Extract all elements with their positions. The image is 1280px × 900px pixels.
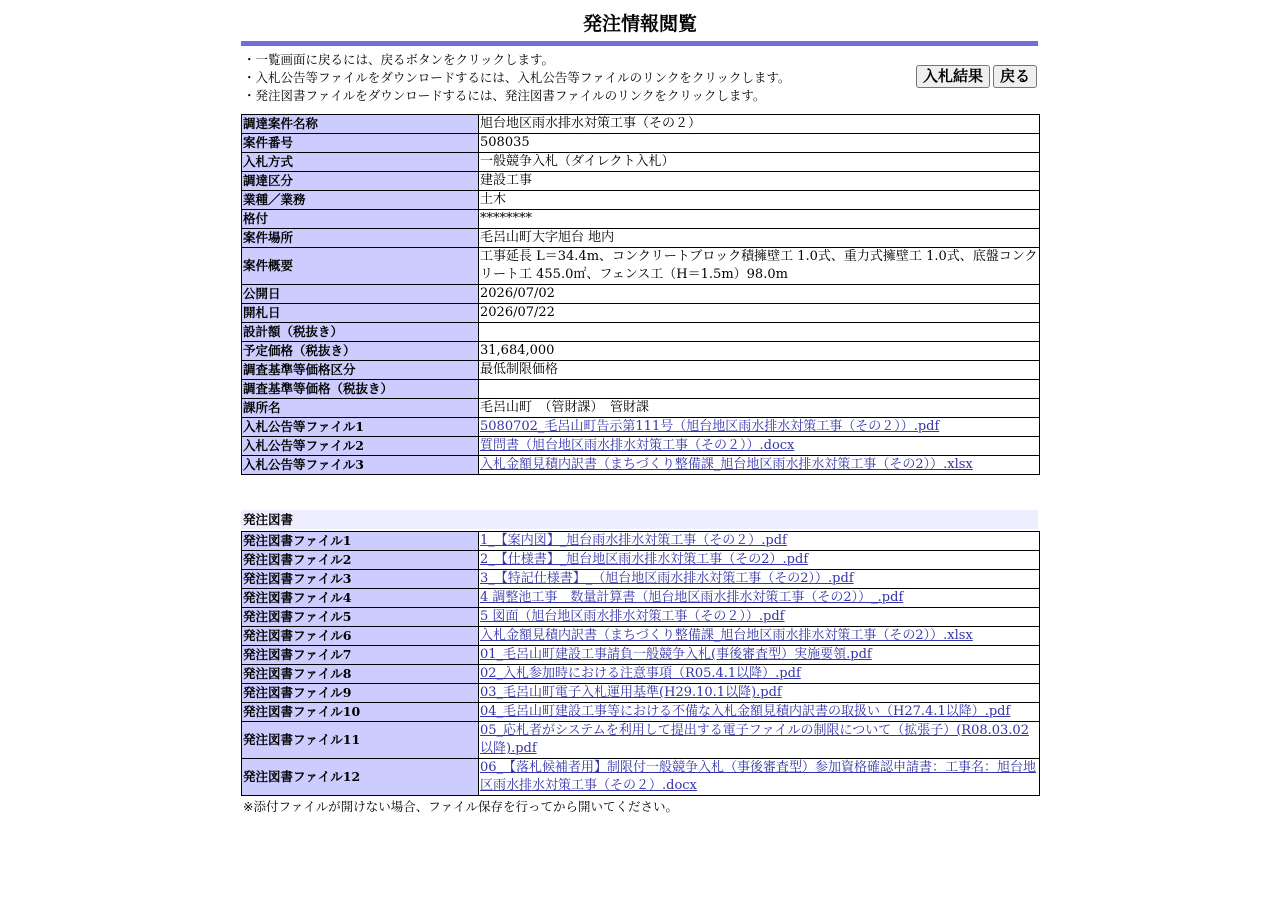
field-value [479, 380, 1040, 399]
field-label: 発注図書ファイル12 [242, 759, 479, 796]
file-cell [479, 570, 1040, 589]
announcement-file-row [242, 437, 1040, 456]
drawing-file-row [242, 722, 1040, 759]
file-cell [479, 665, 1040, 684]
field-label: 予定価格（税抜き） [242, 342, 479, 361]
page-container [241, 0, 1039, 816]
title-divider [241, 41, 1038, 46]
field-value: 2026/07/02 [479, 285, 1040, 304]
file-link[interactable]: 03_毛呂山町電子入札運用基準(H29.10.1以降).pdf [480, 685, 782, 700]
file-link[interactable]: 5 図面（旭台地区雨水排水対策工事（その２））.pdf [480, 609, 785, 624]
file-cell [479, 759, 1040, 796]
file-cell [479, 551, 1040, 570]
file-link[interactable]: 02_入札参加時における注意事項（R05.4.1以降）.pdf [480, 666, 801, 681]
field-value: 毛呂山町 （管財課） 管財課 [479, 399, 1040, 418]
bid-results-button[interactable]: 入札結果 [916, 65, 990, 88]
field-label: 発注図書ファイル10 [242, 703, 479, 722]
field-label: 発注図書ファイル1 [242, 532, 479, 551]
drawing-file-row [242, 608, 1040, 627]
field-value: ******** [479, 210, 1040, 229]
file-link[interactable]: 06_【落札候補者用】制限付一般競争入札（事後審査型）参加資格確認申請書：工事名：旭台地区雨水排水対策工事（その２）.docx [480, 760, 1037, 793]
file-link[interactable]: 5080702_毛呂山町告示第111号（旭台地区雨水排水対策工事（その２））.pdf [480, 419, 940, 434]
field-label: 公開日 [242, 285, 479, 304]
field-label: 課所名 [242, 399, 479, 418]
file-cell [479, 589, 1040, 608]
field-value: 31,684,000 [479, 342, 1040, 361]
file-cell [479, 722, 1040, 759]
info-row [242, 210, 1040, 229]
drawing-file-row [242, 684, 1040, 703]
field-label: 設計額（税抜き） [242, 323, 479, 342]
page-title: 発注情報閲覧 [582, 13, 697, 35]
info-row [242, 342, 1040, 361]
project-info-table [241, 114, 1040, 475]
file-cell [479, 456, 1040, 475]
info-row [242, 172, 1040, 191]
file-link[interactable]: 入札金額見積内訳書（まちづくり整備課_旭台地区雨水排水対策工事（その2））.xlsx [480, 628, 973, 643]
field-label: 案件番号 [242, 134, 479, 153]
drawing-file-row [242, 551, 1040, 570]
button-group [916, 65, 1037, 88]
back-button[interactable]: 戻る [993, 65, 1037, 88]
info-row [242, 191, 1040, 210]
field-label: 発注図書ファイル6 [242, 627, 479, 646]
instructions [241, 51, 1039, 111]
file-link[interactable]: 3_【特記仕様書】_（旭台地区雨水排水対策工事（その2））.pdf [480, 571, 854, 586]
info-row [242, 153, 1040, 172]
field-label: 入札公告等ファイル3 [242, 456, 479, 475]
info-row [242, 361, 1040, 380]
file-link[interactable]: 04_毛呂山町建設工事等における不備な入札金額見積内訳書の取扱い（H27.4.1以降）.pdf [480, 704, 1011, 719]
field-label: 調査基準等価格（税抜き） [242, 380, 479, 399]
info-row [242, 380, 1040, 399]
field-label: 入札方式 [242, 153, 479, 172]
file-link[interactable]: 質問書（旭台地区雨水排水対策工事（その２））.docx [480, 438, 795, 453]
drawing-file-row [242, 627, 1040, 646]
file-link[interactable]: 1_【案内図】_旭台雨水排水対策工事（その２）.pdf [480, 533, 787, 548]
info-row [242, 323, 1040, 342]
field-label: 調査基準等価格区分 [242, 361, 479, 380]
field-value: 508035 [479, 134, 1040, 153]
drawing-file-row [242, 589, 1040, 608]
file-cell [479, 627, 1040, 646]
file-link[interactable]: 01_毛呂山町建設工事請負一般競争入札(事後審査型）実施要領.pdf [480, 647, 872, 662]
field-label: 発注図書ファイル7 [242, 646, 479, 665]
field-label: 案件概要 [242, 248, 479, 285]
file-cell [479, 608, 1040, 627]
instruction-line: ・一覧画面に戻るには、戻るボタンをクリックします。 [243, 52, 555, 67]
file-link[interactable]: 4 調整池工事 数量計算書（旭台地区雨水排水対策工事（その2））_.pdf [480, 590, 904, 605]
file-cell [479, 532, 1040, 551]
field-value: 一般競争入札（ダイレクト入札） [479, 153, 1040, 172]
field-value [479, 323, 1040, 342]
field-value: 最低制限価格 [479, 361, 1040, 380]
drawing-file-row [242, 759, 1040, 796]
field-label: 発注図書ファイル5 [242, 608, 479, 627]
file-link[interactable]: 05_応札者がシステムを利用して提出する電子ファイルの制限について（拡張子）(R08.03.02以降).pdf [480, 723, 1029, 756]
drawing-file-row [242, 532, 1040, 551]
field-value: 建設工事 [479, 172, 1040, 191]
file-link[interactable]: 入札金額見積内訳書（まちづくり整備課_旭台地区雨水排水対策工事（その2））.xlsx [480, 457, 973, 472]
field-label: 調達案件名称 [242, 115, 479, 134]
field-label: 開札日 [242, 304, 479, 323]
field-value: 2026/07/22 [479, 304, 1040, 323]
drawings-section-heading: 発注図書 [241, 510, 1038, 529]
file-cell [479, 418, 1040, 437]
info-row [242, 399, 1040, 418]
announcement-file-row [242, 456, 1040, 475]
info-row [242, 248, 1040, 285]
field-label: 発注図書ファイル8 [242, 665, 479, 684]
file-cell [479, 703, 1040, 722]
field-value: 旭台地区雨水排水対策工事（その２） [479, 115, 1040, 134]
field-label: 発注図書ファイル3 [242, 570, 479, 589]
info-row [242, 134, 1040, 153]
field-label: 発注図書ファイル4 [242, 589, 479, 608]
field-label: 業種／業務 [242, 191, 479, 210]
field-label: 格付 [242, 210, 479, 229]
file-cell [479, 437, 1040, 456]
drawing-file-row [242, 570, 1040, 589]
field-label: 入札公告等ファイル1 [242, 418, 479, 437]
file-link[interactable]: 2_【仕様書】_旭台地区雨水排水対策工事（その2）.pdf [480, 552, 809, 567]
footer-note: ※添付ファイルが開けない場合、ファイル保存を行ってから開いてください。 [243, 799, 678, 814]
drawings-table [241, 531, 1040, 796]
file-cell [479, 646, 1040, 665]
info-row [242, 285, 1040, 304]
announcement-file-row [242, 418, 1040, 437]
field-value: 工事延長 L＝34.4m、コンクリートブロック積擁壁工 1.0式、重力式擁壁工 1.0式、底盤コンクリート工 455.0㎡、フェンス工（H＝1.5m）98.0m [479, 248, 1040, 285]
file-cell [479, 684, 1040, 703]
field-value: 土木 [479, 191, 1040, 210]
field-label: 入札公告等ファイル2 [242, 437, 479, 456]
field-value: 毛呂山町大字旭台 地内 [479, 229, 1040, 248]
instruction-line: ・入札公告等ファイルをダウンロードするには、入札公告等ファイルのリンクをクリックします。 [243, 70, 791, 85]
field-label: 発注図書ファイル2 [242, 551, 479, 570]
info-row [242, 229, 1040, 248]
drawing-file-row [242, 703, 1040, 722]
drawing-file-row [242, 646, 1040, 665]
info-row [242, 304, 1040, 323]
info-row [242, 115, 1040, 134]
field-label: 発注図書ファイル9 [242, 684, 479, 703]
field-label: 調達区分 [242, 172, 479, 191]
drawing-file-row [242, 665, 1040, 684]
field-label: 案件場所 [242, 229, 479, 248]
instruction-line: ・発注図書ファイルをダウンロードするには、発注図書ファイルのリンクをクリックします。 [243, 88, 766, 103]
field-label: 発注図書ファイル11 [242, 722, 479, 759]
